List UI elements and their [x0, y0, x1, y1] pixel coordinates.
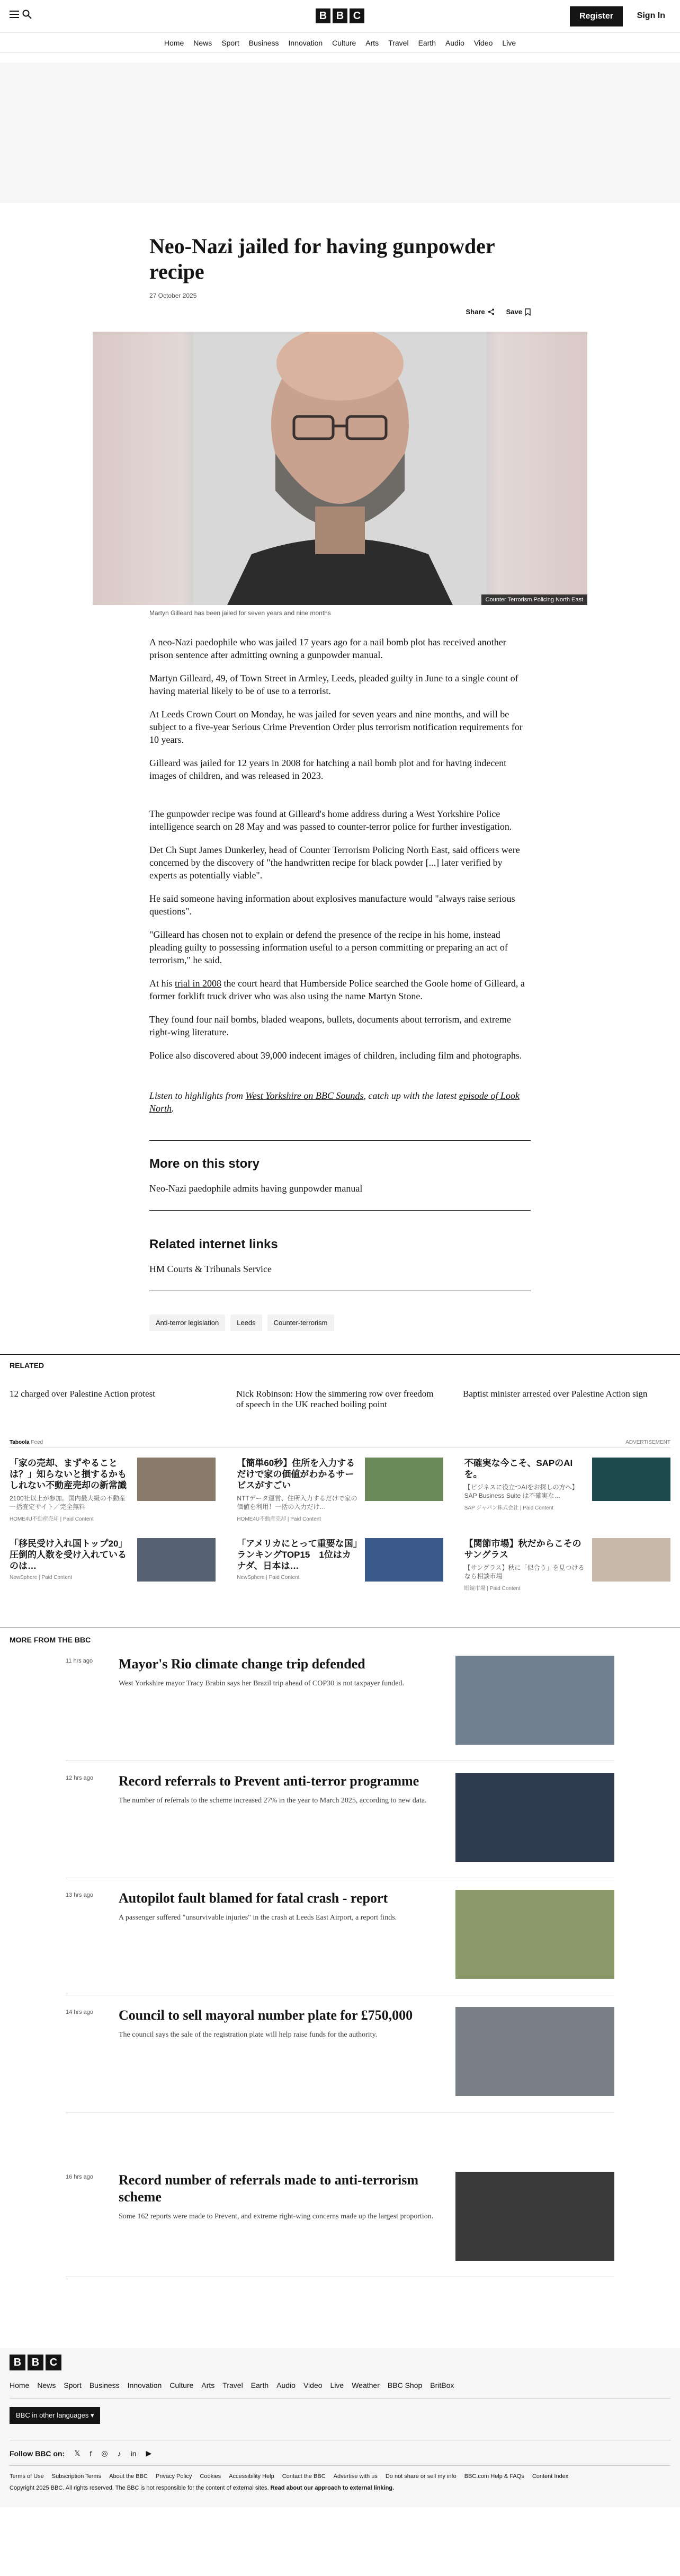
card-source-name: 眼鏡市場 — [464, 1586, 486, 1592]
copyright — [10, 2485, 670, 2491]
related-heading: RELATED — [10, 1361, 44, 1370]
article-paragraph: "Gilleard has chosen not to explain or defend the presence of the recipe in his home, instead pleading guilty to possessing information useful to a person committing or preparing an act of terrorism," he said. — [149, 929, 508, 965]
card-image — [365, 1538, 443, 1582]
social-icon[interactable]: f — [90, 2449, 92, 2458]
footer-nav-item[interactable]: BritBox — [430, 2381, 454, 2390]
image-credit: Counter Terrorism Policing North East — [481, 594, 587, 605]
search-icon[interactable] — [22, 10, 32, 19]
taboola-grid — [10, 1458, 670, 1592]
footer-link[interactable]: Terms of Use — [10, 2473, 44, 2480]
footer-link[interactable]: Subscription Terms — [51, 2473, 102, 2480]
footer-links — [10, 2465, 670, 2480]
copyright-text: Copyright 2025 BBC. All rights reserved. The BBC is not responsible for the content of external sites. — [10, 2485, 271, 2491]
nav-item-live[interactable]: Live — [502, 38, 516, 47]
footer-nav-item[interactable]: Video — [303, 2381, 323, 2390]
taboola-logo: Taboola — [10, 1440, 30, 1445]
card-image — [592, 1458, 670, 1501]
card-image — [137, 1538, 216, 1582]
more-story[interactable] — [66, 1878, 614, 1995]
more-on-story-heading: More on this story — [149, 1157, 260, 1171]
card-desc: 2100社以上が参加。国内最大級の不動産一括査定サイト／完全無料 — [10, 1495, 126, 1511]
footer-link[interactable]: Cookies — [200, 2473, 221, 2480]
nav-item-travel[interactable]: Travel — [388, 38, 409, 47]
related-story[interactable]: Baptist minister arrested over Palestine Action sign — [463, 1389, 648, 1399]
footer-bbc-logo[interactable] — [10, 2355, 670, 2370]
card-title: 【関節市場】秋だからこそのサングラス — [464, 1539, 581, 1560]
section-divider — [0, 1354, 680, 1355]
card-desc: 【ビジネスに役立つAIをお探しの方へ】SAP Business Suite は不確実な… — [464, 1484, 578, 1499]
card-title: 「アメリカにとって重要な国」ランキングTOP15 1位はカナダ、日本は… — [237, 1539, 358, 1571]
card-source-name: NewSphere — [237, 1575, 265, 1580]
article-paragraph: Police also discovered about 39,000 indecent images of children, including film and photographs. — [149, 1050, 522, 1061]
story-title: Mayor's Rio climate change trip defended — [119, 1656, 365, 1672]
save-button[interactable] — [506, 308, 531, 316]
card-desc: NTTデータ運営、住所入力するだけで家の価値を利用！一括の入力だけ… — [237, 1495, 357, 1511]
article-header — [149, 234, 531, 316]
divider — [149, 1210, 531, 1211]
paid-content-label: Paid Content — [489, 1586, 521, 1592]
other-languages-label: BBC in other languages — [16, 2411, 89, 2419]
more-story[interactable] — [66, 2160, 614, 2277]
logo-letter: C — [46, 2355, 61, 2370]
card-image — [592, 1538, 670, 1582]
nav-item-arts[interactable]: Arts — [365, 38, 379, 47]
story-text — [119, 2007, 447, 2096]
story-time: 11 hrs ago — [66, 1658, 93, 1664]
card-source-name: SAP ジャパン株式会社 — [464, 1505, 519, 1511]
menu-icon[interactable] — [10, 10, 19, 19]
card-text — [10, 1458, 131, 1522]
taboola-feed — [0, 1440, 680, 1592]
article-actions — [466, 308, 531, 316]
article-paragraph: Det Ch Supt James Dunkerley, head of Counter Terrorism Policing North East, said officers were concerned by the discovery of "the handwritten recipe for black powder [...] later verified by experts as potentially viable". — [149, 845, 520, 881]
trial-para-post: the court heard that Humberside Police searched the Goole home of Gilleard, a former forklift truck driver who was also using the name Martyn Stone. — [149, 978, 525, 1001]
footer-nav-item[interactable]: Sport — [64, 2381, 82, 2390]
card-source: NewSphere | Paid Content — [10, 1575, 73, 1580]
footer-nav-item[interactable]: Arts — [201, 2381, 215, 2390]
footer-link[interactable]: Advertise with us — [333, 2473, 378, 2480]
story-time: 13 hrs ago — [66, 1892, 93, 1898]
social-follow — [10, 2440, 670, 2458]
listen-end: . — [172, 1103, 174, 1114]
story-desc: A passenger suffered "unsurvivable injuries" in the crash at Leeds East Airport, a report finds. — [119, 1914, 397, 1922]
nav-item-earth[interactable]: Earth — [418, 38, 436, 47]
nav-item-audio[interactable]: Audio — [445, 38, 464, 47]
article-paragraph: Gilleard was jailed for 12 years in 2008 for hatching a nail bomb plot and for having indecent images of children, and was released in 2023. — [149, 758, 507, 781]
story-text — [119, 1656, 447, 1745]
footer-link[interactable]: About the BBC — [109, 2473, 148, 2480]
story-time: 14 hrs ago — [66, 2009, 93, 2015]
article-paragraph — [149, 977, 531, 1002]
story-time: 16 hrs ago — [66, 2174, 93, 2180]
card-source-name: NewSphere — [10, 1575, 38, 1580]
card-image — [137, 1458, 216, 1501]
paid-content-label: Paid Content — [41, 1575, 73, 1580]
footer-link[interactable]: Content Index — [532, 2473, 569, 2480]
social-icon[interactable]: 𝕏 — [74, 2449, 80, 2457]
listen-note — [149, 1089, 531, 1115]
footer-nav-item[interactable]: Home — [10, 2381, 30, 2390]
story-title: Record referrals to Prevent anti-terror programme — [119, 1773, 419, 1789]
share-button[interactable] — [466, 308, 494, 316]
social-icon[interactable]: ♪ — [117, 2449, 121, 2458]
trial-link[interactable]: trial in 2008 — [175, 978, 222, 989]
story-desc: The number of referrals to the scheme increased 27% in the year to March 2025, according to new data. — [119, 1797, 427, 1805]
footer-nav-item[interactable]: Earth — [250, 2381, 269, 2390]
nav-item-business[interactable]: Business — [248, 38, 279, 47]
story-title: Record number of referrals made to anti-terrorism scheme — [119, 2172, 419, 2205]
footer-nav-item[interactable]: Travel — [222, 2381, 243, 2390]
nav-item-innovation[interactable]: Innovation — [288, 38, 323, 47]
chevron-down-icon: ▾ — [90, 2411, 94, 2419]
more-story[interactable] — [66, 1995, 614, 2112]
story-title: Autopilot fault blamed for fatal crash - report — [119, 1890, 388, 1906]
story-desc: The council says the sale of the registration plate will help raise funds for the authority. — [119, 2031, 378, 2039]
more-stories-list — [0, 1644, 680, 2277]
more-from-bbc-heading: MORE FROM THE BBC — [10, 1636, 91, 1644]
related-internet-link[interactable]: HM Courts & Tribunals Service — [149, 1264, 272, 1274]
tag-counter-terrorism[interactable]: Counter-terrorism — [267, 1314, 334, 1331]
advertisement-label: ADVERTISEMENT — [625, 1440, 670, 1445]
share-label: Share — [466, 308, 485, 316]
card-text — [237, 1538, 358, 1592]
card-source: 眼鏡市場 | Paid Content — [464, 1586, 521, 1592]
logo-letter: B — [316, 8, 330, 23]
story-image — [455, 2007, 614, 2096]
register-button[interactable]: Register — [570, 6, 623, 26]
topic-tags — [149, 1314, 531, 1331]
social-icon[interactable]: in — [130, 2449, 137, 2458]
image-caption: Martyn Gilleard has been jailed for seven years and nine months — [149, 609, 331, 617]
article-title: Neo-Nazi jailed for having gunpowder recipe — [149, 234, 495, 283]
article-paragraph: A neo-Nazi paedophile who was jailed 17 years ago for a nail bomb plot has received another prison sentence after admitting owning a gunpowder manual. — [149, 637, 506, 660]
card-title: 「家の売却、まずやることは？」知らないと損するかもしれない不動産売却の新常識 — [10, 1458, 127, 1490]
footer-nav-item[interactable]: Weather — [352, 2381, 380, 2390]
card-source-name: HOME4U不動産売却 — [10, 1516, 59, 1522]
story-desc: Some 162 reports were made to Prevent, and extreme right-wing concerns made up the largest proportion. — [119, 2213, 434, 2220]
tag-leeds[interactable]: Leeds — [230, 1314, 262, 1331]
save-label: Save — [506, 308, 522, 316]
card-source-name: HOME4U不動産売却 — [237, 1516, 287, 1522]
footer-link[interactable]: BBC.com Help & FAQs — [464, 2473, 524, 2480]
sounds-link[interactable]: West Yorkshire on BBC Sounds — [245, 1090, 364, 1101]
listen-pre: Listen to highlights from — [149, 1090, 246, 1101]
paid-content-label: Paid Content — [523, 1505, 554, 1511]
card-text — [237, 1458, 358, 1522]
sponsored-card[interactable] — [10, 1538, 216, 1592]
more-on-story-link[interactable]: Neo-Nazi paedophile admits having gunpowder manual — [149, 1183, 363, 1194]
trial-para-pre: At his — [149, 978, 175, 989]
other-languages-button[interactable] — [10, 2407, 100, 2424]
nav-item-home[interactable]: Home — [164, 38, 184, 47]
footer-link[interactable]: Privacy Policy — [155, 2473, 192, 2480]
related-section — [0, 1361, 680, 1410]
sponsored-card[interactable] — [10, 1458, 216, 1522]
story-text — [119, 2172, 447, 2261]
story-text — [119, 1890, 447, 1979]
article-body — [149, 636, 531, 1331]
footer-link[interactable]: Accessibility Help — [229, 2473, 274, 2480]
external-linking-link[interactable]: Read about our approach to external linking. — [270, 2485, 395, 2491]
card-source: HOME4U不動産売却 | Paid Content — [237, 1516, 321, 1522]
card-desc: 【サングラス】秋に「似合う」を見つけるなら相談市場 — [464, 1564, 585, 1580]
card-text — [464, 1538, 586, 1592]
portrait-photo — [93, 332, 587, 605]
sign-in-link[interactable]: Sign In — [637, 11, 665, 20]
article-paragraph: They found four nail bombs, bladed weapons, bullets, documents about terrorism, and extreme right-wing literature. — [149, 1014, 511, 1037]
footer-nav-item[interactable]: Business — [89, 2381, 120, 2390]
footer-link[interactable]: Contact the BBC — [282, 2473, 326, 2480]
article-paragraph: Martyn Gilleard, 49, of Town Street in Armley, Leeds, pleaded guilty in June to a single count of having material likely to be of use to a terrorist. — [149, 673, 518, 696]
more-story[interactable] — [66, 1761, 614, 1878]
more-story[interactable] — [66, 1644, 614, 1761]
story-image — [455, 1890, 614, 1979]
main-nav — [0, 33, 680, 53]
story-image — [455, 1656, 614, 1745]
taboola-feed-label: Feed — [31, 1440, 43, 1445]
tag-anti-terror-legislation[interactable]: Anti-terror legislation — [149, 1314, 225, 1331]
social-icon[interactable]: ◎ — [101, 2449, 108, 2457]
card-source: SAP ジャパン株式会社 | Paid Content — [464, 1505, 554, 1511]
story-image — [455, 1773, 614, 1862]
divider — [149, 1140, 531, 1141]
more-from-bbc — [0, 1628, 680, 2277]
nav-item-culture[interactable]: Culture — [332, 38, 356, 47]
nav-item-news[interactable]: News — [193, 38, 212, 47]
footer-nav-item[interactable]: Innovation — [127, 2381, 162, 2390]
article-date: 27 October 2025 — [149, 292, 197, 299]
taboola-header — [10, 1440, 670, 1448]
follow-label: Follow BBC on: — [10, 2449, 65, 2458]
footer-nav-item[interactable]: News — [37, 2381, 56, 2390]
card-text — [464, 1458, 586, 1522]
story-image — [455, 2172, 614, 2261]
article-paragraph: The gunpowder recipe was found at Gilleard's home address during a West Yorkshire Police intelligence search on 28 May and was passed to counter-terror police for further investigation. — [149, 809, 512, 832]
story-desc: West Yorkshire mayor Tracy Brabin says her Brazil trip ahead of COP30 is not taxpayer funded. — [119, 1680, 404, 1687]
related-story[interactable]: Nick Robinson: How the simmering row over freedom of speech in the UK reached boiling point — [236, 1389, 434, 1409]
logo-letter: B — [333, 8, 347, 23]
sponsored-card[interactable] — [237, 1538, 443, 1592]
card-source: NewSphere | Paid Content — [237, 1575, 300, 1580]
footer-nav — [10, 2381, 670, 2399]
footer-nav-item[interactable]: Audio — [276, 2381, 296, 2390]
card-image — [365, 1458, 443, 1501]
footer — [0, 2348, 680, 2507]
logo-letter: C — [350, 8, 364, 23]
card-title: 「移民受け入れ国トップ20」圧倒的人数を受け入れているのは… — [10, 1539, 128, 1571]
card-title: 【簡単60秒】住所を入力するだけで家の価値がわかるサービスがすごい — [237, 1458, 355, 1490]
hero-image — [93, 332, 587, 605]
story-title: Council to sell mayoral number plate for £750,000 — [119, 2007, 413, 2023]
nav-item-sport[interactable]: Sport — [221, 38, 239, 47]
sponsored-card[interactable] — [237, 1458, 443, 1522]
paid-content-label: Paid Content — [290, 1516, 321, 1522]
sponsored-card[interactable] — [464, 1538, 670, 1592]
bookmark-icon — [525, 308, 531, 316]
top-bar — [0, 0, 680, 33]
footer-nav-item[interactable]: Live — [330, 2381, 344, 2390]
footer-nav-item[interactable]: Culture — [169, 2381, 194, 2390]
taboola-brand[interactable] — [10, 1440, 43, 1445]
card-title: 不確実な今こそ、SAPのAIを。 — [464, 1458, 573, 1479]
footer-link[interactable]: Do not share or sell my info — [385, 2473, 457, 2480]
story-time: 12 hrs ago — [66, 1775, 93, 1781]
logo-letter: B — [10, 2355, 25, 2370]
paid-content-label: Paid Content — [269, 1575, 300, 1580]
bbc-logo[interactable] — [316, 8, 364, 23]
nav-item-video[interactable]: Video — [473, 38, 493, 47]
logo-letter: B — [28, 2355, 43, 2370]
share-icon — [488, 308, 495, 315]
story-text — [119, 1773, 447, 1862]
article-paragraph: He said someone having information about explosives manufacture would "always raise serious questions". — [149, 893, 515, 917]
social-icon[interactable]: ▶ — [146, 2449, 152, 2457]
footer-nav-item[interactable]: BBC Shop — [387, 2381, 423, 2390]
look-north-link[interactable]: episode of Look North — [149, 1090, 520, 1114]
top-ad-slot — [0, 63, 680, 203]
article-paragraph: At Leeds Crown Court on Monday, he was jailed for seven years and nine months, and will be subject to a five-year Serious Crime Prevention Order plus terrorism notification requirements for 10 years. — [149, 709, 523, 745]
sponsored-card[interactable] — [464, 1458, 670, 1522]
card-source: HOME4U不動産売却 | Paid Content — [10, 1516, 94, 1522]
related-links-heading: Related internet links — [149, 1237, 278, 1251]
related-story[interactable]: 12 charged over Palestine Action protest — [10, 1389, 155, 1399]
paid-content-label: Paid Content — [62, 1516, 94, 1522]
listen-mid: , catch up with the latest — [363, 1090, 459, 1101]
menu-search[interactable] — [10, 10, 32, 19]
card-text — [10, 1538, 131, 1592]
